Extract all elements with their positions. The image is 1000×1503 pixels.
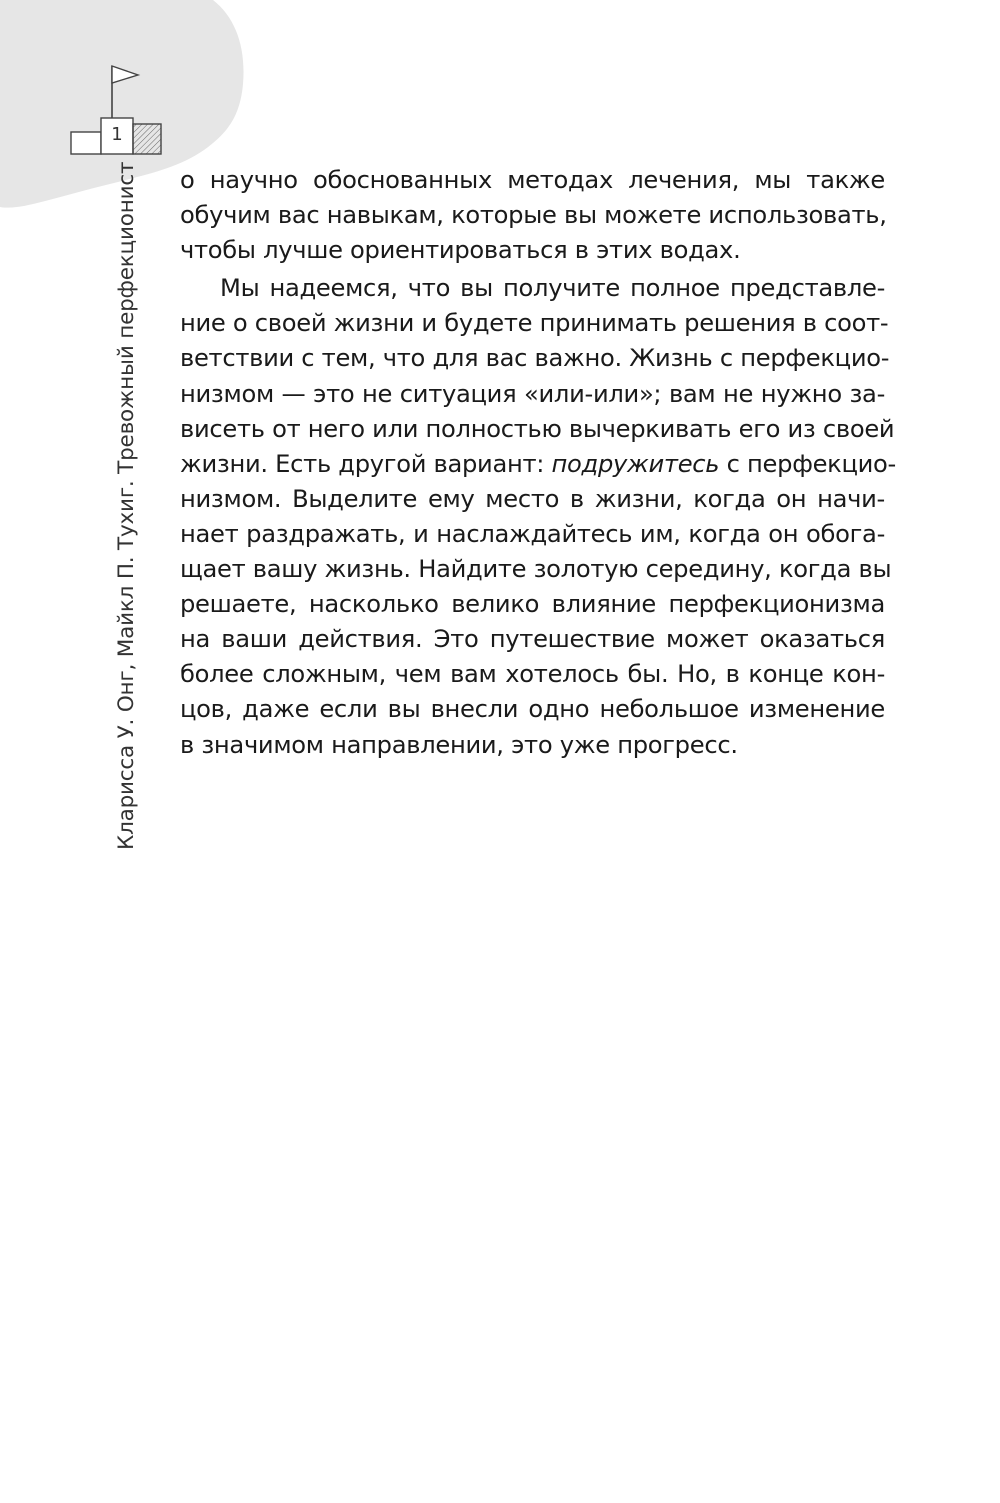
text-segment: жизни. Есть другой вариант: (180, 449, 552, 478)
text-line: цов, даже если вы внесли одно небольшое изменение (180, 695, 885, 724)
podium-flag-icon (66, 64, 166, 156)
text-line: низмом. Выделите ему место в жизни, когда он начи- (180, 484, 885, 513)
text-line: щает вашу жизнь. Найдите золотую середину, когда вы (180, 555, 892, 584)
text-line: более сложным, чем вам хотелось бы. Но, в конце кон- (180, 660, 885, 689)
text-line: ветствии с тем, что для вас важно. Жизнь с перфекцио- (180, 344, 890, 373)
text-line: нает раздражать, и наслаждайтесь им, когда он обога- (180, 519, 885, 548)
text-line: решаете, насколько велико влияние перфекционизма (180, 590, 885, 619)
podium-place-label: 1 (111, 124, 123, 145)
running-header: Кларисса У. Онг, Майкл П. Тухиг. Тревожный перфекционист (114, 161, 139, 850)
text-line: висеть от него или полностью вычеркивать его из своей (180, 414, 895, 443)
text-line: в значимом направлении, это уже прогресс. (180, 730, 738, 759)
paragraph-2 (180, 271, 896, 762)
text-line: чтобы лучше ориентироваться в этих водах. (180, 236, 741, 265)
text-line: Мы надеемся, что вы получите полное представле- (220, 274, 885, 303)
text-line: о научно обоснованных методах лечения, мы также (180, 166, 885, 194)
text-line: ние о своей жизни и будете принимать решения в соот- (180, 309, 889, 338)
emphasis-text: подружитесь (551, 449, 720, 478)
body-text (180, 163, 896, 763)
text-line: обучим вас навыкам, которые вы можете использовать, (180, 201, 887, 230)
text-line: на ваши действия. Это путешествие может оказаться (180, 625, 885, 654)
paragraph-1 (180, 163, 885, 268)
text-line-with-emphasis (180, 447, 896, 482)
text-line: низмом — это не ситуация «или-или»; вам не нужно за- (180, 379, 885, 408)
text-segment: с перфекцио- (719, 449, 896, 478)
